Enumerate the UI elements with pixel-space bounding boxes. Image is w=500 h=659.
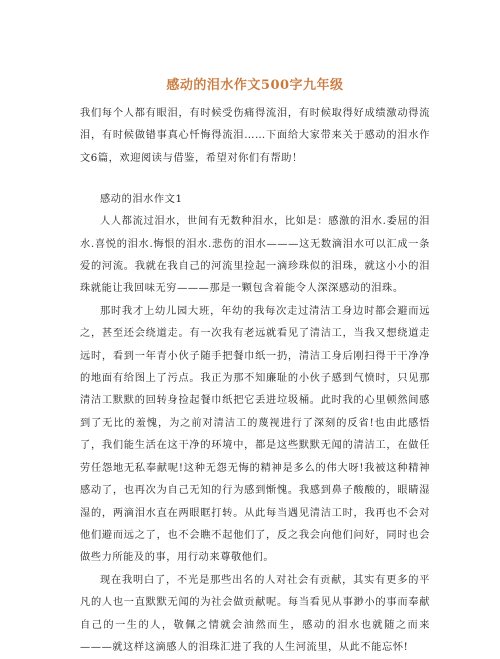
body-paragraph-3: 现在我明白了，不光是那些出名的人对社会有贡献，其实有更多的平凡的人也一直默默无闻的为社会做贡献呢。每当看见从事渺小的事而奉献自己的一生的人，敬佩之情就会油然而生，感动的泪水也就随之而来———就这样这滴感人的泪珠汇进了我的人生河流里，从此不能忘怀!	[80, 574, 430, 653]
intro-paragraph: 我们每个人都有眼泪，有时候受伤痛得流泪，有时候取得好成绩激动得流泪，有时候做错事真心忏悔得流泪……下面给大家带来关于感动的泪水作文6篇，欢迎阅读与借鉴，希望对你们有帮助！	[80, 108, 430, 164]
essay-body	[80, 211, 430, 659]
body-paragraph-1: 人人都流过泪水，世间有无数种泪水，比如是：感激的泪水.委屈的泪水.喜悦的泪水.悔恨的泪水.悲伤的泪水———这无数滴泪水可以汇成一条爱的河流。我就在我自己的河流里捡起一滴珍珠似的泪珠，就这小小的泪珠就能让我回味无穷———那是一颗包含着能令人深深感动的泪珠。	[80, 216, 430, 295]
article-title: 感动的泪水作文500字九年级	[166, 78, 344, 93]
section-heading: 感动的泪水作文1	[100, 194, 183, 206]
body-paragraph-2: 那时我才上幼儿园大班，年幼的我每次走过清洁工身边时都会避而远之，甚至还会绕道走。有一次我有老远就看见了清洁工，当我又想绕道走远时，看到一年青小伙子随手把餐巾纸一扔，清洁工身后刚扫得干干净净的地面有给图上了污点。我正为那不知廉耻的小伙子感到气愤时，只见那清洁工默默的回转身捡起餐巾纸把它丢进垃圾桶。此时我的心里顿然间感到了无比的羞愧，为之前对清洁工的蔑视进行了深刻的反省!也由此感悟了，我们能生活在这干净的环境中，都是这些默默无闻的清洁工，在做任劳任怨地无私奉献呢!这种无怨无悔的精神是多么的伟大呀!我被这种精神感动了，也再次为自己无知的行为感到惭愧。我感到鼻子酸酸的，眼睛湿湿的，两滴泪水直在两眼眶打转。从此每当遇见清洁工时，我再也不会对他们避而远之了，也不会瞧不起他们了，反之我会向他们问好，同时也会做些力所能及的事，用行动来尊敬他们。	[80, 305, 430, 564]
intro-section	[80, 103, 430, 170]
